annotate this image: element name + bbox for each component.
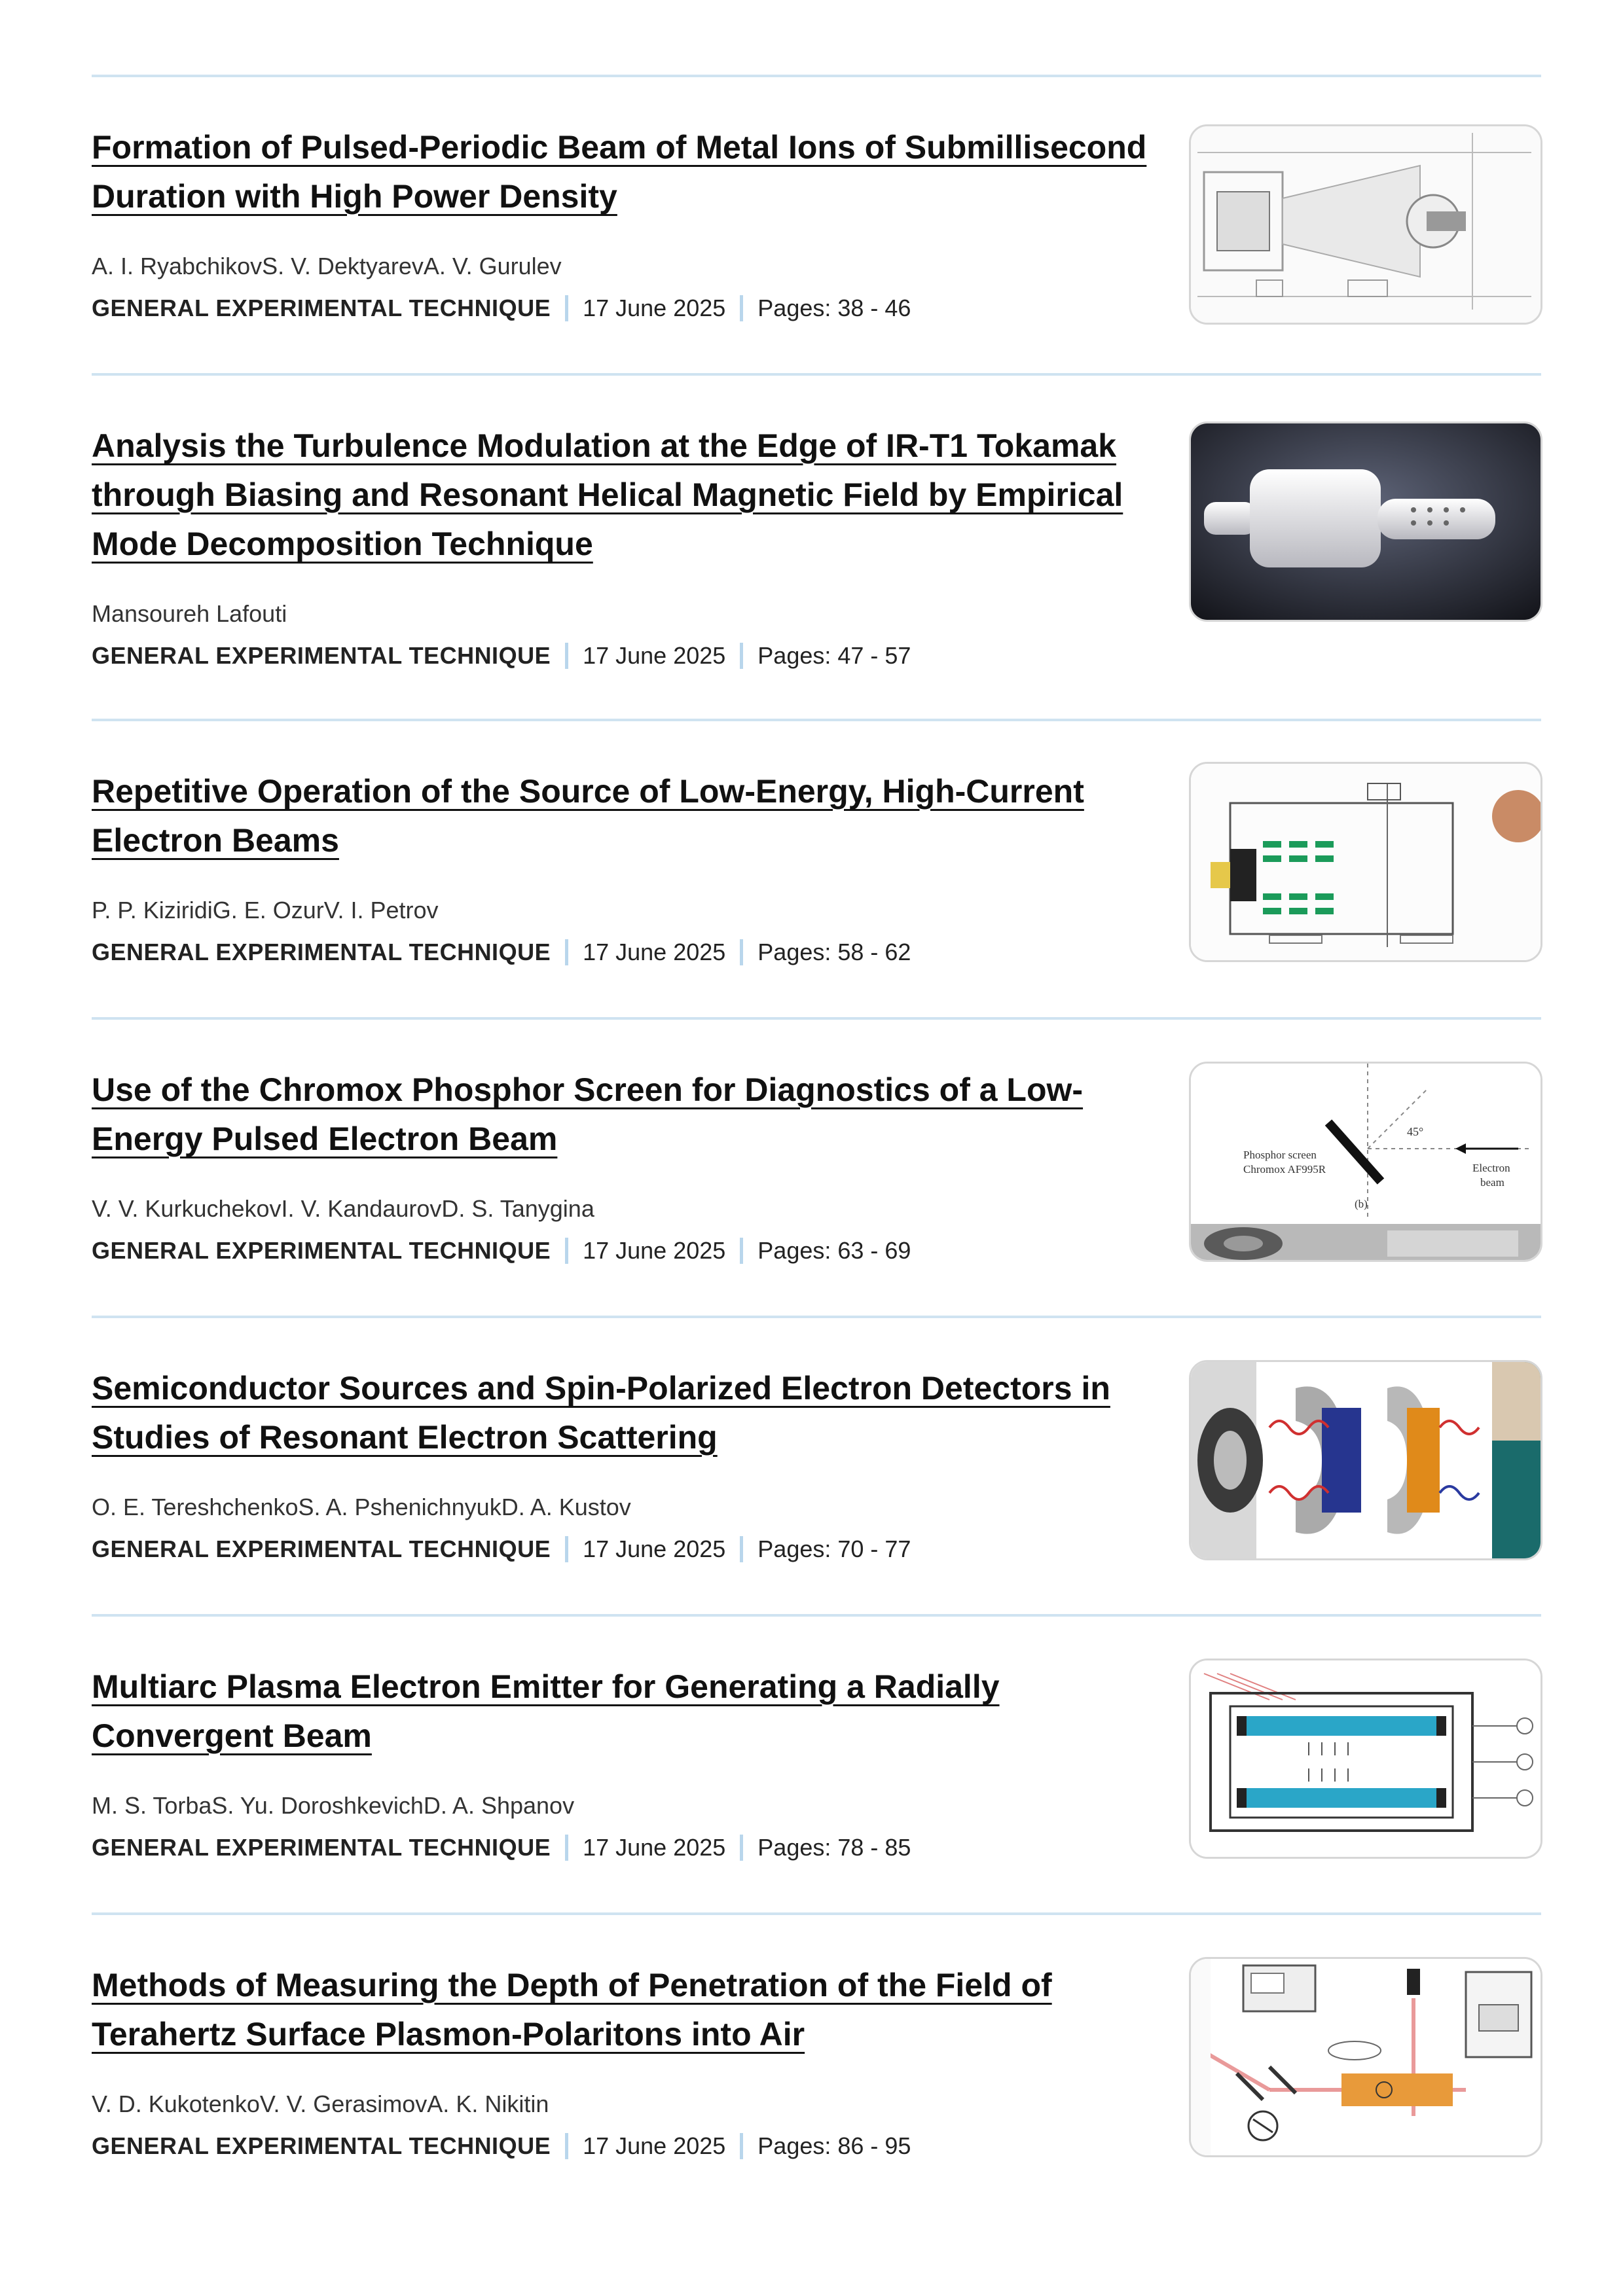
article-authors: V. V. KurkuchekovI. V. KandaurovD. S. Tanygina xyxy=(92,1195,594,1222)
article-pages: Pages: 58 - 62 xyxy=(757,939,911,965)
article-date: 17 June 2025 xyxy=(583,642,726,669)
article-card xyxy=(92,1915,1541,2211)
article-title-link[interactable]: Formation of Pulsed-Periodic Beam of Metal Ions of Submillisecond Duration with High Power Density xyxy=(92,129,1147,215)
article-pages: Pages: 47 - 57 xyxy=(757,642,911,669)
article-date: 17 June 2025 xyxy=(583,939,726,965)
article-card xyxy=(92,77,1541,373)
article-text xyxy=(92,1364,1165,1563)
article-title-link[interactable]: Semiconductor Sources and Spin-Polarized Electron Detectors in Studies of Resonant Electron Scattering xyxy=(92,1370,1110,1456)
article-title xyxy=(92,1662,1165,1761)
phosphor-screen-diagram-image[interactable] xyxy=(1189,1062,1542,1262)
article-category[interactable]: GENERAL EXPERIMENTAL TECHNIQUE xyxy=(92,295,551,321)
article-text xyxy=(92,422,1165,670)
article-date: 17 June 2025 xyxy=(583,1237,726,1264)
meta-separator xyxy=(565,939,568,965)
article-card xyxy=(92,721,1541,1017)
article-authors: Mansoureh Lafouti xyxy=(92,600,287,627)
article-meta xyxy=(92,939,1165,966)
article-title xyxy=(92,1066,1165,1164)
article-category[interactable]: GENERAL EXPERIMENTAL TECHNIQUE xyxy=(92,642,551,669)
screen-model-label: Chromox AF995R xyxy=(1243,1163,1326,1175)
meta-separator xyxy=(740,1238,743,1264)
article-text xyxy=(92,767,1165,966)
article-authors: M. S. TorbaS. Yu. DoroshkevichD. A. Shpanov xyxy=(92,1792,575,1819)
article-title xyxy=(92,1961,1165,2059)
article-card xyxy=(92,376,1541,719)
article-authors: O. E. TereshchenkoS. A. PshenichnyukD. A. Kustov xyxy=(92,1494,631,1520)
meta-separator xyxy=(565,1835,568,1861)
article-text xyxy=(92,1662,1165,1861)
article-title-link[interactable]: Repetitive Operation of the Source of Low-Energy, High-Current Electron Beams xyxy=(92,773,1084,859)
article-meta xyxy=(92,1834,1165,1861)
meta-separator xyxy=(740,643,743,669)
meta-separator xyxy=(740,2133,743,2159)
plasma-emitter-schematic-image[interactable] xyxy=(1189,1659,1542,1859)
article-pages: Pages: 70 - 77 xyxy=(757,1535,911,1562)
article-meta xyxy=(92,642,1165,670)
ion-source-schematic-image[interactable] xyxy=(1189,124,1542,325)
article-title-link[interactable]: Use of the Chromox Phosphor Screen for Diagnostics of a Low-Energy Pulsed Electron Beam xyxy=(92,1071,1084,1157)
meta-separator xyxy=(565,295,568,321)
probe-photo-image[interactable] xyxy=(1189,422,1542,622)
article-title xyxy=(92,123,1165,221)
beam-label: Electron xyxy=(1472,1162,1510,1174)
article-title xyxy=(92,422,1165,569)
article-card xyxy=(92,1617,1541,1912)
panel-label: (b) xyxy=(1355,1198,1368,1210)
article-date: 17 June 2025 xyxy=(583,295,726,321)
article-title xyxy=(92,1364,1165,1462)
article-meta xyxy=(92,2132,1165,2160)
article-text xyxy=(92,123,1165,322)
article-meta xyxy=(92,1237,1165,1265)
meta-separator xyxy=(565,2133,568,2159)
meta-separator xyxy=(740,939,743,965)
meta-separator xyxy=(565,1238,568,1264)
article-category[interactable]: GENERAL EXPERIMENTAL TECHNIQUE xyxy=(92,1237,551,1264)
article-date: 17 June 2025 xyxy=(583,2132,726,2159)
article-pages: Pages: 86 - 95 xyxy=(757,2132,911,2159)
angle-label: 45° xyxy=(1407,1125,1424,1138)
article-title-link[interactable]: Multiarc Plasma Electron Emitter for Generating a Radially Convergent Beam xyxy=(92,1668,1000,1754)
article-category[interactable]: GENERAL EXPERIMENTAL TECHNIQUE xyxy=(92,939,551,965)
article-category[interactable]: GENERAL EXPERIMENTAL TECHNIQUE xyxy=(92,1535,551,1562)
article-authors: V. D. KukotenkoV. V. GerasimovA. K. Nikitin xyxy=(92,2090,549,2117)
meta-separator xyxy=(740,1835,743,1861)
article-text xyxy=(92,1961,1165,2160)
article-card xyxy=(92,1020,1541,1316)
electron-source-schematic-image[interactable] xyxy=(1189,762,1542,962)
meta-separator xyxy=(740,295,743,321)
beam-label-2: beam xyxy=(1480,1176,1504,1189)
article-list xyxy=(92,75,1541,2211)
meta-separator xyxy=(565,643,568,669)
article-pages: Pages: 38 - 46 xyxy=(757,295,911,321)
article-title xyxy=(92,767,1165,865)
article-card xyxy=(92,1318,1541,1614)
article-category[interactable]: GENERAL EXPERIMENTAL TECHNIQUE xyxy=(92,2132,551,2159)
article-text xyxy=(92,1066,1165,1265)
spin-detector-illustration-image[interactable] xyxy=(1189,1360,1542,1560)
article-meta xyxy=(92,1535,1165,1563)
meta-separator xyxy=(565,1536,568,1562)
article-date: 17 June 2025 xyxy=(583,1834,726,1861)
article-date: 17 June 2025 xyxy=(583,1535,726,1562)
article-pages: Pages: 63 - 69 xyxy=(757,1237,911,1264)
article-authors: P. P. KiziridiG. E. OzurV. I. Petrov xyxy=(92,897,439,924)
article-pages: Pages: 78 - 85 xyxy=(757,1834,911,1861)
article-category[interactable]: GENERAL EXPERIMENTAL TECHNIQUE xyxy=(92,1834,551,1861)
screen-label: Phosphor screen xyxy=(1243,1149,1317,1161)
terahertz-setup-diagram-image[interactable] xyxy=(1189,1957,1542,2157)
meta-separator xyxy=(740,1536,743,1562)
article-meta xyxy=(92,295,1165,322)
article-title-link[interactable]: Methods of Measuring the Depth of Penetration of the Field of Terahertz Surface Plasmon-Polaritons into Air xyxy=(92,1967,1052,2053)
article-title-link[interactable]: Analysis the Turbulence Modulation at the Edge of IR-T1 Tokamak through Biasing and Resonant Helical Magnetic Field by Empirical Mode Decomposition Technique xyxy=(92,427,1123,562)
article-authors: A. I. RyabchikovS. V. DektyarevA. V. Gurulev xyxy=(92,253,562,279)
